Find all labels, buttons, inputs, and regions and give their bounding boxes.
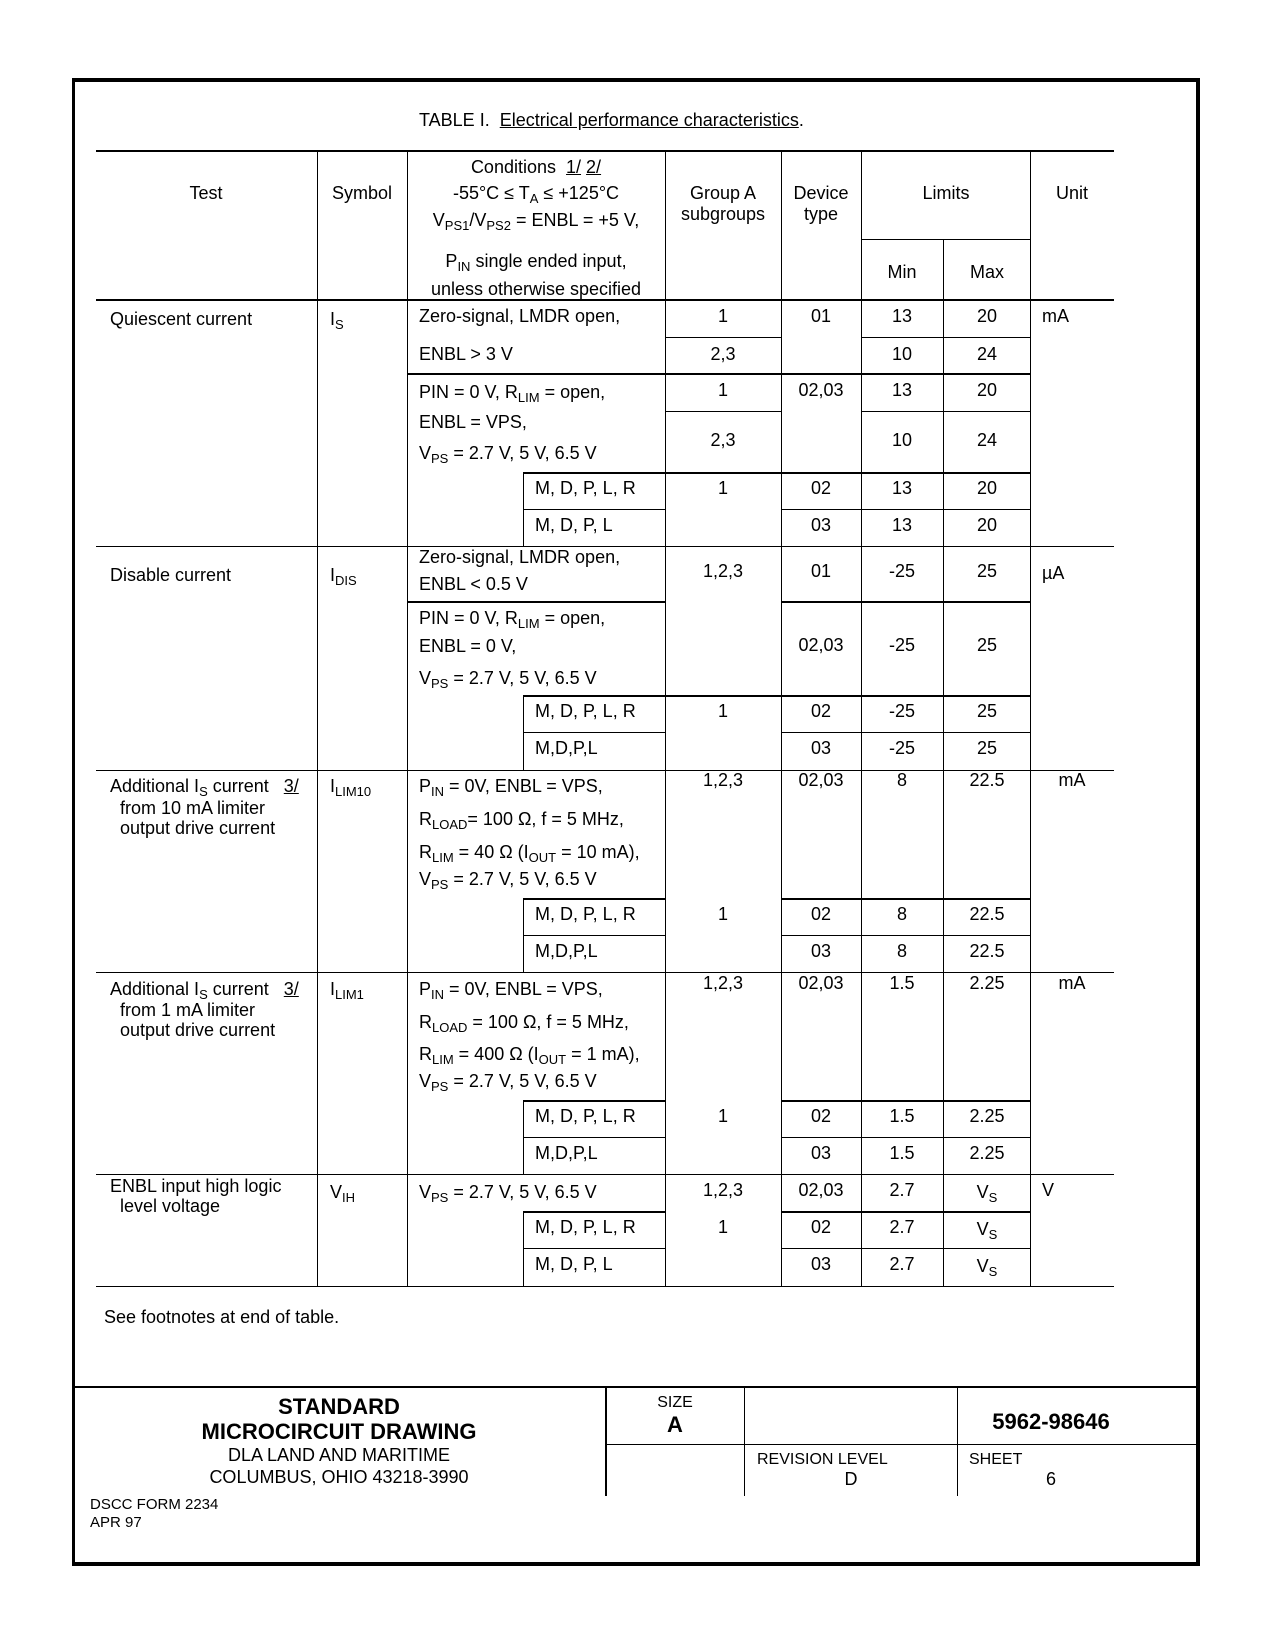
cell-rule — [523, 1137, 665, 1138]
subgroup: 1 — [717, 701, 729, 721]
limit-max: $V_S$ — [976, 1182, 998, 1205]
limit-max: 24 — [976, 344, 998, 364]
cell-rule — [407, 601, 665, 603]
test-name: level voltage — [120, 1196, 221, 1216]
size-value: A — [667, 1412, 683, 1437]
condition: ENBL > 3 V — [419, 344, 513, 364]
package-list: M, D, P, L, R — [535, 904, 636, 924]
device-type: 03 — [810, 1143, 832, 1163]
cell-rule — [781, 898, 1030, 900]
package-list: M, D, P, L, R — [535, 1106, 636, 1126]
cell-rule — [523, 695, 1030, 697]
cell-rule — [781, 1100, 1030, 1102]
agency-address: COLUMBUS, OHIO 43218-3990 — [209, 1467, 469, 1487]
form-number: DSCC FORM 2234 — [90, 1496, 219, 1513]
cell-rule — [523, 732, 665, 733]
device-type: 02,03 — [798, 770, 844, 790]
limit-max: 2.25 — [969, 973, 1005, 993]
device-type: 02 — [810, 701, 832, 721]
cell-rule — [861, 337, 1030, 338]
row-rule — [96, 770, 1114, 771]
col-line — [781, 150, 782, 1286]
device-type: 02,03 — [798, 1180, 844, 1200]
condition: $V_{PS} = 2.7$ V, 5 V, 6.5 V — [419, 1071, 597, 1094]
unit: mA — [1058, 973, 1086, 993]
header-symbol: Symbol — [331, 183, 393, 203]
condition: Zero-signal, LMDR open, — [419, 547, 621, 567]
test-name: Additional $I_S$ current 3/ — [110, 979, 299, 1002]
subgroup: 1 — [717, 478, 729, 498]
cell-rule — [861, 411, 1030, 412]
symbol: $I_{LIM1}$ — [330, 979, 364, 1002]
footer-col-line — [744, 1386, 745, 1496]
cell-rule — [523, 935, 665, 936]
header-type: type — [803, 204, 839, 224]
condition: $R_{LIM} = 40$ Ω ($I_{OUT} = 10$ mA), — [419, 842, 640, 865]
row-rule — [96, 1174, 1114, 1175]
device-type: 02 — [810, 1106, 832, 1126]
condition: $R_{LOAD} = 100$ Ω, f = 5 MHz, — [419, 1012, 629, 1035]
agency-name: DLA LAND AND MARITIME — [227, 1445, 451, 1465]
device-type: 02 — [810, 478, 832, 498]
subgroup: 1 — [717, 904, 729, 924]
limit-min: 1.5 — [889, 1143, 915, 1163]
condition: PIN = 0 V, $R_{LIM}$ = open, — [419, 382, 606, 405]
device-type: 02 — [810, 1217, 832, 1237]
header-input: $P_{IN}$ single ended input, — [445, 251, 627, 274]
unit: V — [1042, 1180, 1055, 1200]
limit-max: 25 — [976, 701, 998, 721]
test-name: Additional $I_S$ current 3/ — [110, 776, 299, 799]
col-line — [317, 150, 318, 1286]
subgroup: 1,2,3 — [702, 973, 744, 993]
footer-col-line — [605, 1386, 607, 1496]
header-min: Min — [887, 262, 917, 282]
unit: mA — [1058, 770, 1086, 790]
document-number: 5962-98646 — [992, 1409, 1110, 1434]
form-date: APR 97 — [90, 1514, 142, 1531]
sheet-number: 6 — [1045, 1469, 1057, 1489]
limit-min: 10 — [891, 430, 913, 450]
limit-max: 2.25 — [969, 1106, 1005, 1126]
unit: mA — [1042, 306, 1069, 326]
package-list: M, D, P, L — [535, 515, 613, 535]
subgroup: 1,2,3 — [702, 1180, 744, 1200]
symbol: $V_{IH}$ — [330, 1182, 356, 1205]
cell-rule — [665, 411, 781, 412]
footnote-ref: See footnotes at end of table. — [104, 1307, 340, 1327]
header-device: Device — [793, 183, 849, 203]
cell-rule — [523, 1100, 665, 1102]
row-rule — [96, 972, 1114, 973]
size-label: SIZE — [657, 1394, 693, 1411]
symbol: $I_S$ — [330, 309, 344, 332]
condition: ENBL = VPS, — [419, 412, 527, 432]
condition: ENBL = 0 V, — [419, 636, 517, 656]
subgroup: 1,2,3 — [702, 770, 744, 790]
device-type: 02 — [810, 904, 832, 924]
limit-max: $V_S$ — [976, 1219, 998, 1242]
sheet-label: SHEET — [969, 1451, 1023, 1468]
package-list: M, D, P, L — [535, 1254, 613, 1274]
limit-min: 1.5 — [889, 973, 915, 993]
limit-min: 13 — [891, 380, 913, 400]
package-list: M,D,P,L — [535, 738, 598, 758]
symbol: $I_{LIM10}$ — [330, 776, 372, 799]
limit-min: 10 — [891, 344, 913, 364]
limit-max: 20 — [976, 306, 998, 326]
limit-min: 1.5 — [889, 1106, 915, 1126]
limits-divider — [861, 239, 1031, 240]
subgroup: 1 — [717, 1106, 729, 1126]
header-subgroups: subgroups — [680, 204, 766, 224]
limit-min: -25 — [888, 701, 916, 721]
test-name: ENBL input high logic — [110, 1176, 282, 1196]
revision-value: D — [844, 1469, 858, 1489]
package-list: M, D, P, L, R — [535, 1217, 636, 1237]
limit-max: 22.5 — [969, 770, 1005, 790]
unit: µA — [1042, 563, 1065, 583]
limit-max: 20 — [976, 515, 998, 535]
limit-max: 20 — [976, 478, 998, 498]
col-line — [861, 150, 862, 1286]
cell-rule — [407, 373, 1030, 375]
limit-min: 2.7 — [889, 1217, 915, 1237]
limit-min: 13 — [891, 306, 913, 326]
limit-min: 2.7 — [889, 1180, 915, 1200]
limit-min: 8 — [896, 941, 908, 961]
device-type: 03 — [810, 941, 832, 961]
condition: Zero-signal, LMDR open, — [419, 306, 621, 326]
cell-rule — [781, 1248, 1030, 1249]
condition: ENBL < 0.5 V — [419, 574, 528, 594]
test-name: from 10 mA limiter — [120, 798, 266, 818]
revision-label: REVISION LEVEL — [757, 1451, 888, 1468]
cell-rule — [781, 1211, 1030, 1213]
package-list: M, D, P, L, R — [535, 701, 636, 721]
limit-max: 25 — [976, 738, 998, 758]
limit-min: -25 — [888, 561, 916, 581]
limit-min: 2.7 — [889, 1254, 915, 1274]
header-limits: Limits — [922, 183, 970, 203]
cell-rule — [523, 898, 665, 900]
device-type: 03 — [810, 738, 832, 758]
row-rule — [96, 1286, 1114, 1287]
col-line — [1030, 150, 1031, 1286]
header-supply: $V_{PS1}/V_{PS2}$ = ENBL = +5 V, — [432, 210, 640, 233]
cell-rule — [781, 601, 1030, 603]
subgroup: 1 — [717, 306, 729, 326]
test-name: output drive current — [120, 1020, 276, 1040]
header-group: Group A — [689, 183, 757, 203]
test-name: output drive current — [120, 818, 276, 838]
cell-rule — [523, 1211, 665, 1213]
header-test: Test — [189, 183, 223, 203]
test-name: Disable current — [110, 565, 232, 585]
subgroup: 2,3 — [710, 344, 736, 364]
cell-rule — [781, 935, 1030, 936]
device-type: 01 — [810, 306, 832, 326]
limit-min: -25 — [888, 635, 916, 655]
subgroup: 1 — [717, 380, 729, 400]
header-conditions: Conditions 1/ 2/ — [470, 157, 602, 177]
cell-rule — [523, 472, 1030, 474]
footer-top-rule — [72, 1386, 1200, 1388]
col-line — [407, 150, 408, 1286]
limit-max: 2.25 — [969, 1143, 1005, 1163]
condition: PIN = 0 V, $R_{LIM}$ = open, — [419, 608, 606, 631]
footer-col-line — [957, 1386, 958, 1496]
limit-max: 22.5 — [969, 941, 1005, 961]
device-type: 02,03 — [798, 380, 844, 400]
condition: $R_{LIM} = 400$ Ω ($I_{OUT} = 1$ mA), — [419, 1044, 640, 1067]
cell-rule — [665, 337, 781, 338]
limit-max: 20 — [976, 380, 998, 400]
cell-rule — [781, 1137, 1030, 1138]
package-list: M,D,P,L — [535, 1143, 598, 1163]
header-unit: Unit — [1055, 183, 1089, 203]
limit-min: -25 — [888, 738, 916, 758]
drawing-label: MICROCIRCUIT DRAWING — [201, 1419, 477, 1444]
device-type: 02,03 — [798, 973, 844, 993]
limit-max: 25 — [976, 561, 998, 581]
table-top-rule — [96, 150, 1114, 152]
device-type: 02,03 — [798, 635, 844, 655]
header-temp-range: $-55^\circ C \le T_A \le +125^\circ C$ — [452, 183, 620, 206]
symbol: $I_{DIS}$ — [330, 565, 357, 588]
device-type: 03 — [810, 1254, 832, 1274]
condition: $R_{LOAD}= 100$ Ω, f = 5 MHz, — [419, 809, 624, 832]
condition: $V_{PS} = 2.7$ V, 5 V, 6.5 V — [419, 443, 597, 466]
cell-rule — [523, 509, 665, 510]
limit-min: 8 — [896, 770, 908, 790]
test-name: Quiescent current — [110, 309, 253, 329]
package-list: M, D, P, L, R — [535, 478, 636, 498]
limit-min: 13 — [891, 515, 913, 535]
table-title: TABLE I. Electrical performance characteristics. — [419, 110, 804, 130]
condition: $V_{PS} = 2.7$ V, 5 V, 6.5 V — [419, 869, 597, 892]
cell-rule — [781, 509, 1030, 510]
limit-min: 13 — [891, 478, 913, 498]
device-type: 03 — [810, 515, 832, 535]
cell-rule — [523, 1248, 665, 1249]
package-list: M,D,P,L — [535, 941, 598, 961]
condition: $V_{PS} = 2.7$ V, 5 V, 6.5 V — [419, 1182, 597, 1205]
condition: $V_{PS} = 2.7$ V, 5 V, 6.5 V — [419, 668, 597, 691]
limit-min: 8 — [896, 904, 908, 924]
limit-max: 22.5 — [969, 904, 1005, 924]
col-line — [943, 239, 944, 1286]
limit-max: 25 — [976, 635, 998, 655]
header-unless: unless otherwise specified — [430, 279, 642, 299]
condition: $P_{IN} = 0V$, ENBL = VPS, — [419, 979, 603, 1002]
limit-max: 24 — [976, 430, 998, 450]
standard-label: STANDARD — [278, 1394, 400, 1419]
subgroup: 2,3 — [710, 430, 736, 450]
cell-rule — [781, 732, 1030, 733]
test-name: from 1 mA limiter — [120, 1000, 256, 1020]
limit-max: $V_S$ — [976, 1256, 998, 1279]
subgroup: 1,2,3 — [702, 561, 744, 581]
col-line — [665, 150, 666, 1286]
device-type: 01 — [810, 561, 832, 581]
footer-mid-rule — [605, 1444, 1200, 1445]
subgroup: 1 — [717, 1217, 729, 1237]
header-max: Max — [969, 262, 1005, 282]
condition: $P_{IN} = 0V$, ENBL = VPS, — [419, 776, 603, 799]
